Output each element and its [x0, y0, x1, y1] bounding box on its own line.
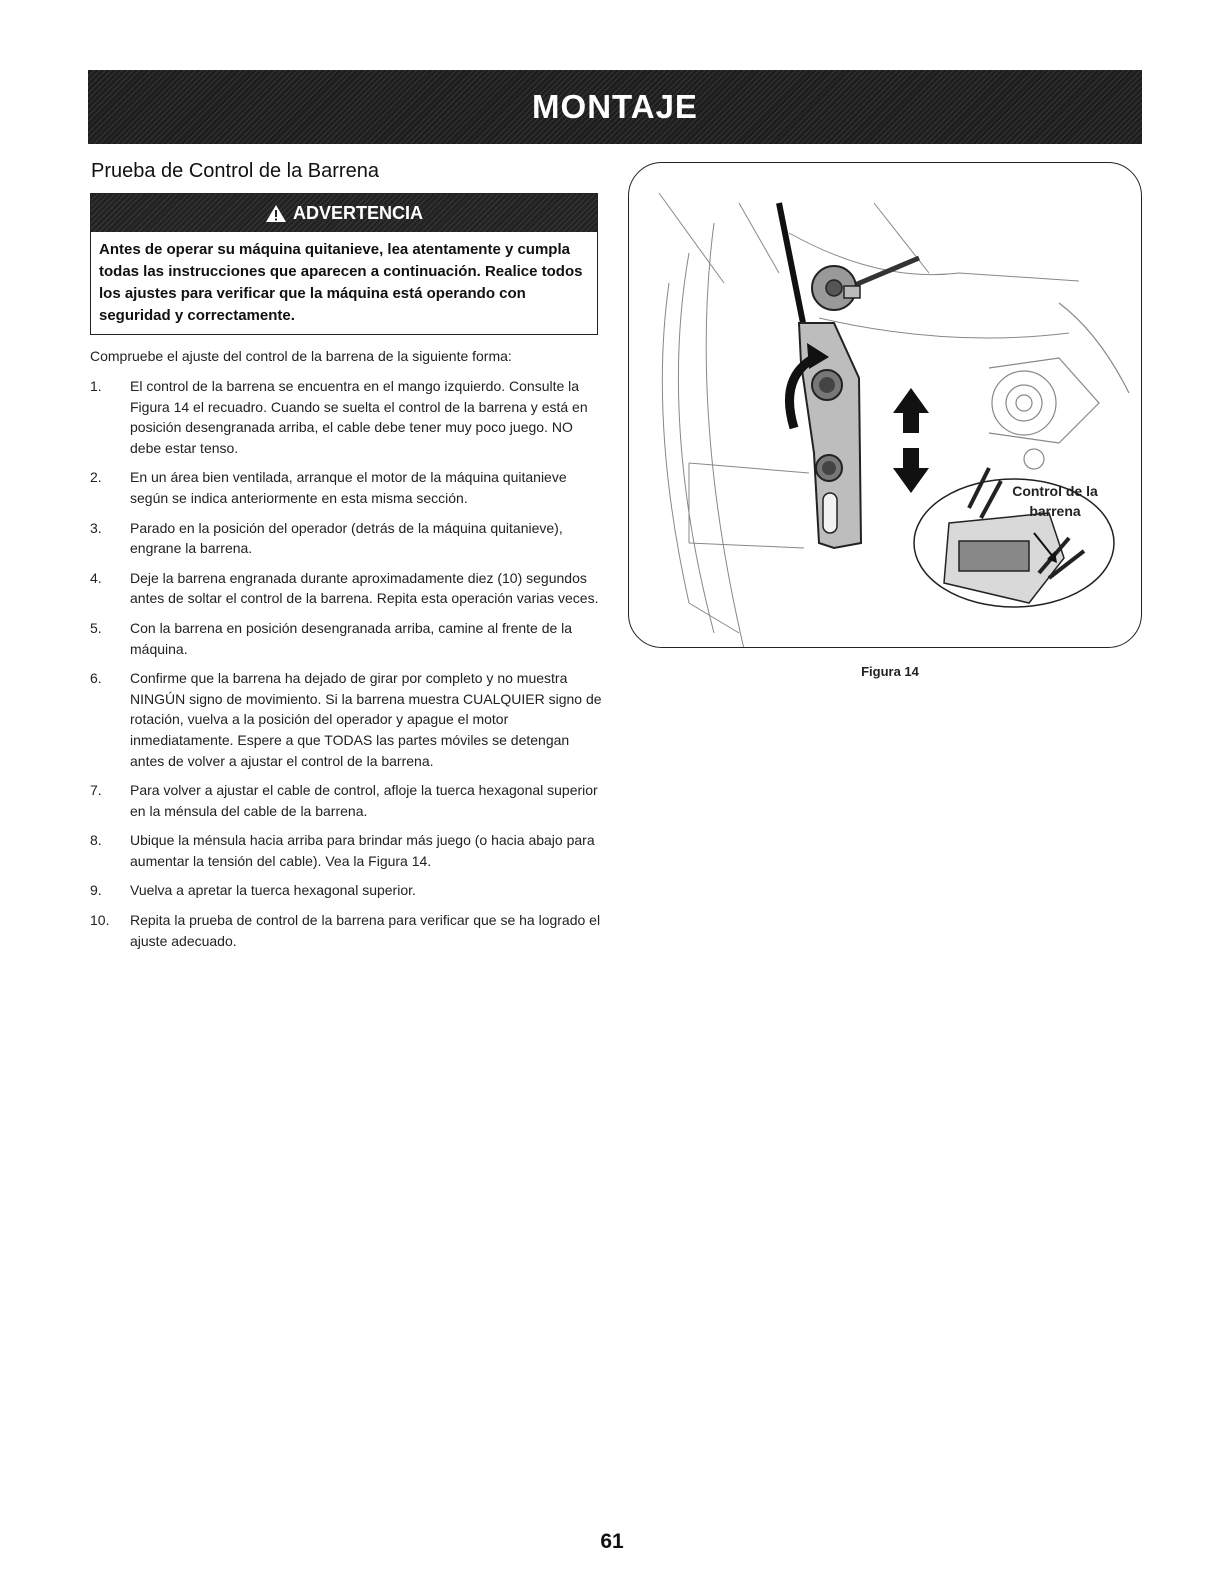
step-text: Vuelva a apretar la tuerca hexagonal superior.: [130, 882, 416, 899]
list-item: [90, 668, 606, 771]
step-number: 1.: [90, 378, 102, 394]
intro-text: Compruebe el ajuste del control de la barrena de la siguiente forma:: [90, 348, 512, 364]
step-text: Ubique la ménsula hacia arriba para brindar más juego (o hacia abajo para aumentar la tensión del cable). Vea la Figura 14.: [130, 832, 595, 869]
list-item: [90, 618, 606, 659]
list-item: [90, 518, 606, 559]
inset-label: [1000, 481, 1110, 521]
step-number: 3.: [90, 519, 102, 536]
warning-triangle-icon: [265, 204, 287, 223]
warning-box: [90, 193, 598, 335]
step-number: 4.: [90, 569, 102, 586]
inset-label-line1: Control de la: [1012, 483, 1098, 499]
list-item: [90, 910, 606, 951]
step-text: Parado en la posición del operador (detrás de la máquina quitanieve), engrane la barrena.: [130, 519, 563, 557]
list-item: [90, 780, 606, 821]
auger-control-illustration: [629, 163, 1142, 648]
page-number: 61: [600, 1530, 624, 1553]
inset-label-line2: barrena: [1029, 503, 1081, 519]
step-number: 7.: [90, 782, 102, 799]
step-text: El control de la barrena se encuentra en el mango izquierdo. Consulte la Figura 14 el recuadro. Cuando se suelta el control de la barrena y está en posición desengranada arriba, el cable debe tener muy poco juego. NO debe estar tenso.: [130, 378, 588, 456]
step-number: 5.: [90, 619, 102, 636]
list-item: [90, 880, 606, 901]
list-item: [90, 467, 606, 508]
step-text: Confirme que la barrena ha dejado de girar por completo y no muestra NINGÚN signo de movimiento. Si la barrena muestra CUALQUIER signo de rotación, vuelva a la posición del operador y apague el motor inmediatamente. Espere a que TODAS las partes móviles se detengan antes de volver a ajustar el control de la barrena.: [130, 670, 602, 769]
step-text: Repita la prueba de control de la barrena para verificar que se ha logrado el ajuste adecuado.: [130, 912, 601, 949]
section-title: Prueba de Control de la Barrena: [91, 160, 379, 182]
step-number: 2.: [90, 469, 102, 486]
step-text: Deje la barrena engranada durante aproximadamente diez (10) segundos antes de soltar el control de la barrena. Repita esta operación varias veces.: [130, 569, 599, 607]
step-number: 10.: [90, 912, 110, 929]
step-text: Con la barrena en posición desengranada arriba, camine al frente de la máquina.: [130, 619, 573, 657]
step-number: 9.: [90, 882, 102, 899]
figure-caption: Figura 14: [861, 664, 919, 679]
step-number: 8.: [90, 832, 102, 849]
steps-list: [90, 376, 606, 960]
warning-title: ADVERTENCIA: [292, 202, 423, 223]
step-text: En un área bien ventilada, arranque el motor de la máquina quitanieve según se indica anteriormente en esta misma sección.: [130, 469, 567, 506]
list-item: [90, 568, 606, 609]
list-item: [90, 830, 606, 871]
warning-header: [91, 194, 597, 232]
list-item: [90, 376, 606, 458]
header-banner: [88, 70, 1142, 144]
page-title: MONTAJE: [532, 88, 698, 125]
step-text: Para volver a ajustar el cable de control, afloje la tuerca hexagonal superior en la ménsula del cable de la barrena.: [130, 782, 598, 819]
step-number: 6.: [90, 670, 102, 687]
warning-text: Antes de operar su máquina quitanieve, lea atentamente y cumpla todas las instrucciones que aparecen a continuación. Realice todos los ajustes para verificar que la máquina está operando con seguridad y correctamente.: [99, 241, 583, 324]
figure-14: [628, 162, 1142, 648]
